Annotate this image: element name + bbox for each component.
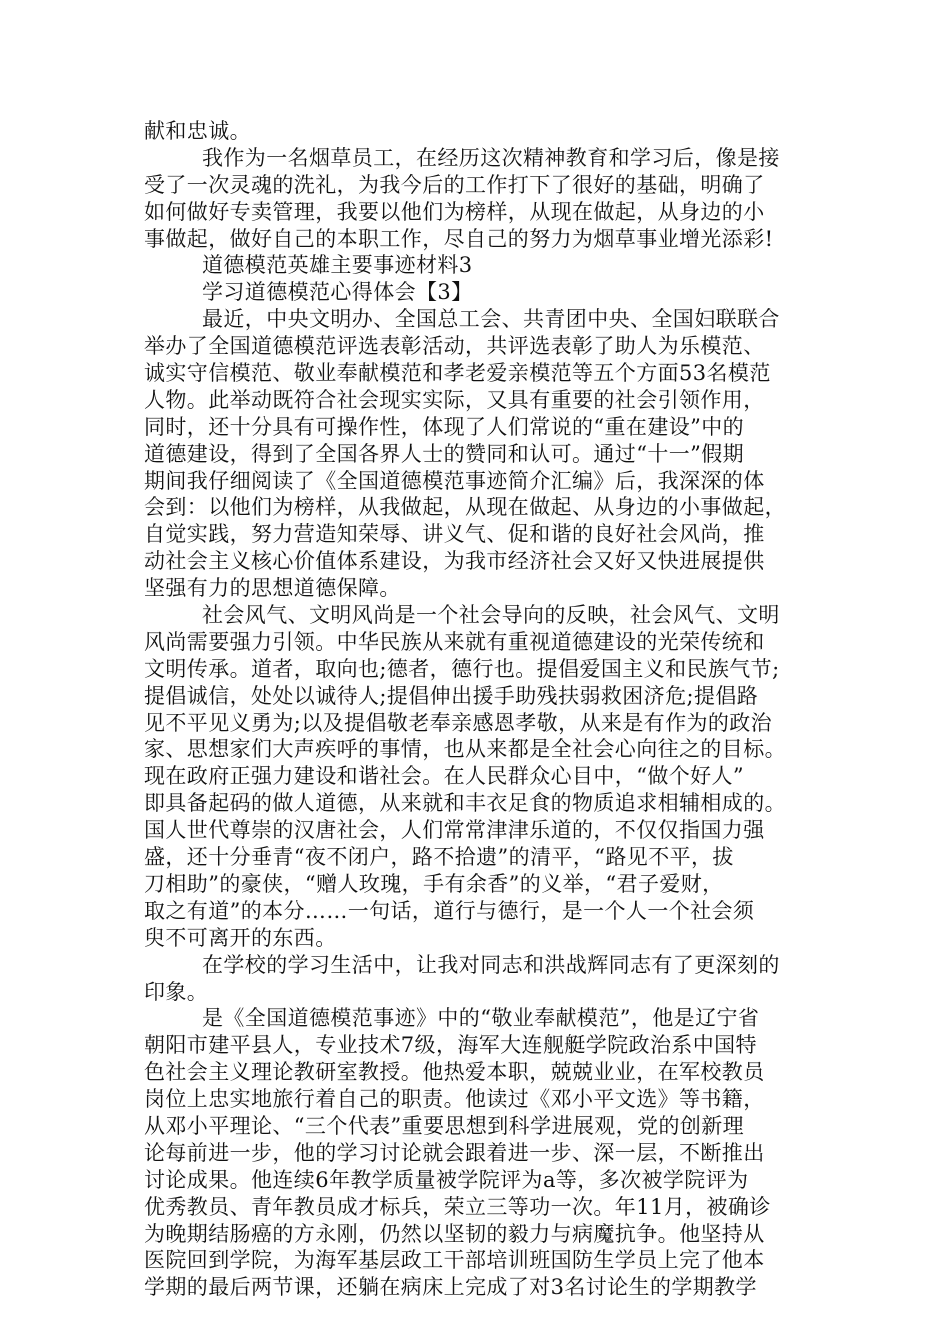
text-line: 动社会主义核心价值体系建设，为我市经济社会又好又快进展提供 [144,549,765,574]
text-line: 优秀教员、青年教员成才标兵，荣立三等功一次。年11月，被确诊 [144,1194,771,1219]
text-line: 诚实守信模范、敬业奉献模范和孝老爱亲模范等五个方面53名模范 [144,361,771,386]
text-line: 论每前进一步，他的学习讨论就会跟着进一步、深一层，不断推出 [144,1140,765,1165]
text-line: 最近，中央文明办、全国总工会、共青团中央、全国妇联联合 [202,307,780,332]
text-line: 国人世代尊崇的汉唐社会，人们常常津津乐道的，不仅仅指国力强 [144,818,765,843]
text-line: 取之有道”的本分……一句话，道行与德行，是一个人一个社会须 [144,898,755,923]
text-line: 印象。 [144,979,209,1004]
text-line: 期间我仔细阅读了《全国道德模范事迹简介汇编》后，我深深的体 [144,468,765,493]
text-line: 家、思想家们大声疾呼的事情，也从来都是全社会心向往之的目标。 [144,737,786,762]
text-line: 色社会主义理论教研室教授。他热爱本职，兢兢业业，在军校教员 [144,1060,765,1085]
text-line: 自觉实践，努力营造知荣辱、讲义气、促和谐的良好社会风尚，推 [144,522,765,547]
text-line: 为晚期结肠癌的方永刚，仍然以坚韧的毅力与病魔抗争。他坚持从 [144,1221,765,1246]
text-line: 同时，还十分具有可操作性，体现了人们常说的“重在建设”中的 [144,414,745,439]
text-line: 臾不可离开的东西。 [144,925,337,950]
text-line: 人物。此举动既符合社会现实实际，又具有重要的社会引领作用， [144,387,765,412]
text-line: 受了一次灵魂的洗礼，为我今后的工作打下了很好的基础，明确了 [144,172,765,197]
text-line: 讨论成果。他连续6年教学质量被学院评为a等，多次被学院评为 [144,1167,749,1192]
text-line: 献和忠诚。 [144,119,251,143]
text-line: 我作为一名烟草员工，在经历这次精神教育和学习后，像是接 [202,145,780,170]
text-line: 岗位上忠实地旅行着自己的职责。他读过《邓小平文选》等书籍， [144,1087,765,1112]
text-line: 提倡诚信，处处以诚待人;提倡伸出援手助残扶弱救困济危;提倡路 [144,683,759,708]
text-line: 学习道德模范心得体会【3】 [202,280,473,305]
text-line: 举办了全国道德模范评选表彰活动，共评选表彰了助人为乐模范、 [144,334,765,359]
text-line: 道德建设，得到了全国各界人士的赞同和认可。通过“十一”假期 [144,441,745,466]
text-line: 会到：以他们为榜样，从我做起，从现在做起、从身边的小事做起， [144,495,786,520]
text-line: 风尚需要强力引领。中华民族从来就有重视道德建设的光荣传统和 [144,629,765,654]
text-line: 见不平见义勇为;以及提倡敬老奉亲感恩孝敬，从来是有作为的政治 [144,710,773,735]
text-line: 朝阳市建平县人，专业技术7级，海军大连舰艇学院政治系中国特 [144,1033,757,1058]
text-line: 事做起，做好自己的本职工作，尽自己的努力为烟草事业增光添彩! [144,226,774,251]
text-line: 现在政府正强力建设和谐社会。在人民群众心目中，“做个好人” [144,764,745,789]
document-body [144,118,824,1301]
text-line: 学期的最后两节课，还躺在病床上完成了对3名讨论生的学期教学 [144,1275,757,1300]
text-line: 社会风气、文明风尚是一个社会导向的反映，社会风气、文明 [202,603,780,628]
text-line: 文明传承。道者，取向也;德者，德行也。提倡爱国主义和民族气节; [144,656,780,681]
text-line: 刀相助”的豪侠，“赠人玫瑰，手有余香”的义举，“君子爱财， [144,871,724,896]
text-line: 坚强有力的思想道德保障。 [144,576,401,601]
text-line: 医院回到学院，为海军基层政工干部培训班国防生学员上完了他本 [144,1248,765,1273]
text-line: 盛，还十分垂青“夜不闭户，路不拾遗”的清平，“路见不平，拔 [144,845,734,870]
text-line: 即具备起码的做人道德，从来就和丰衣足食的物质追求相辅相成的。 [144,791,786,816]
text-line: 是《全国道德模范事迹》中的“敬业奉献模范”，他是辽宁省 [202,1006,760,1031]
text-line: 如何做好专卖管理，我要以他们为榜样，从现在做起，从身边的小 [144,199,765,224]
text-line: 从邓小平理论、“三个代表”重要思想到科学进展观，党的创新理 [144,1113,745,1138]
text-line: 道德模范英雄主要事迹材料3 [202,253,473,278]
text-line: 在学校的学习生活中，让我对同志和洪战辉同志有了更深刻的 [202,952,780,977]
